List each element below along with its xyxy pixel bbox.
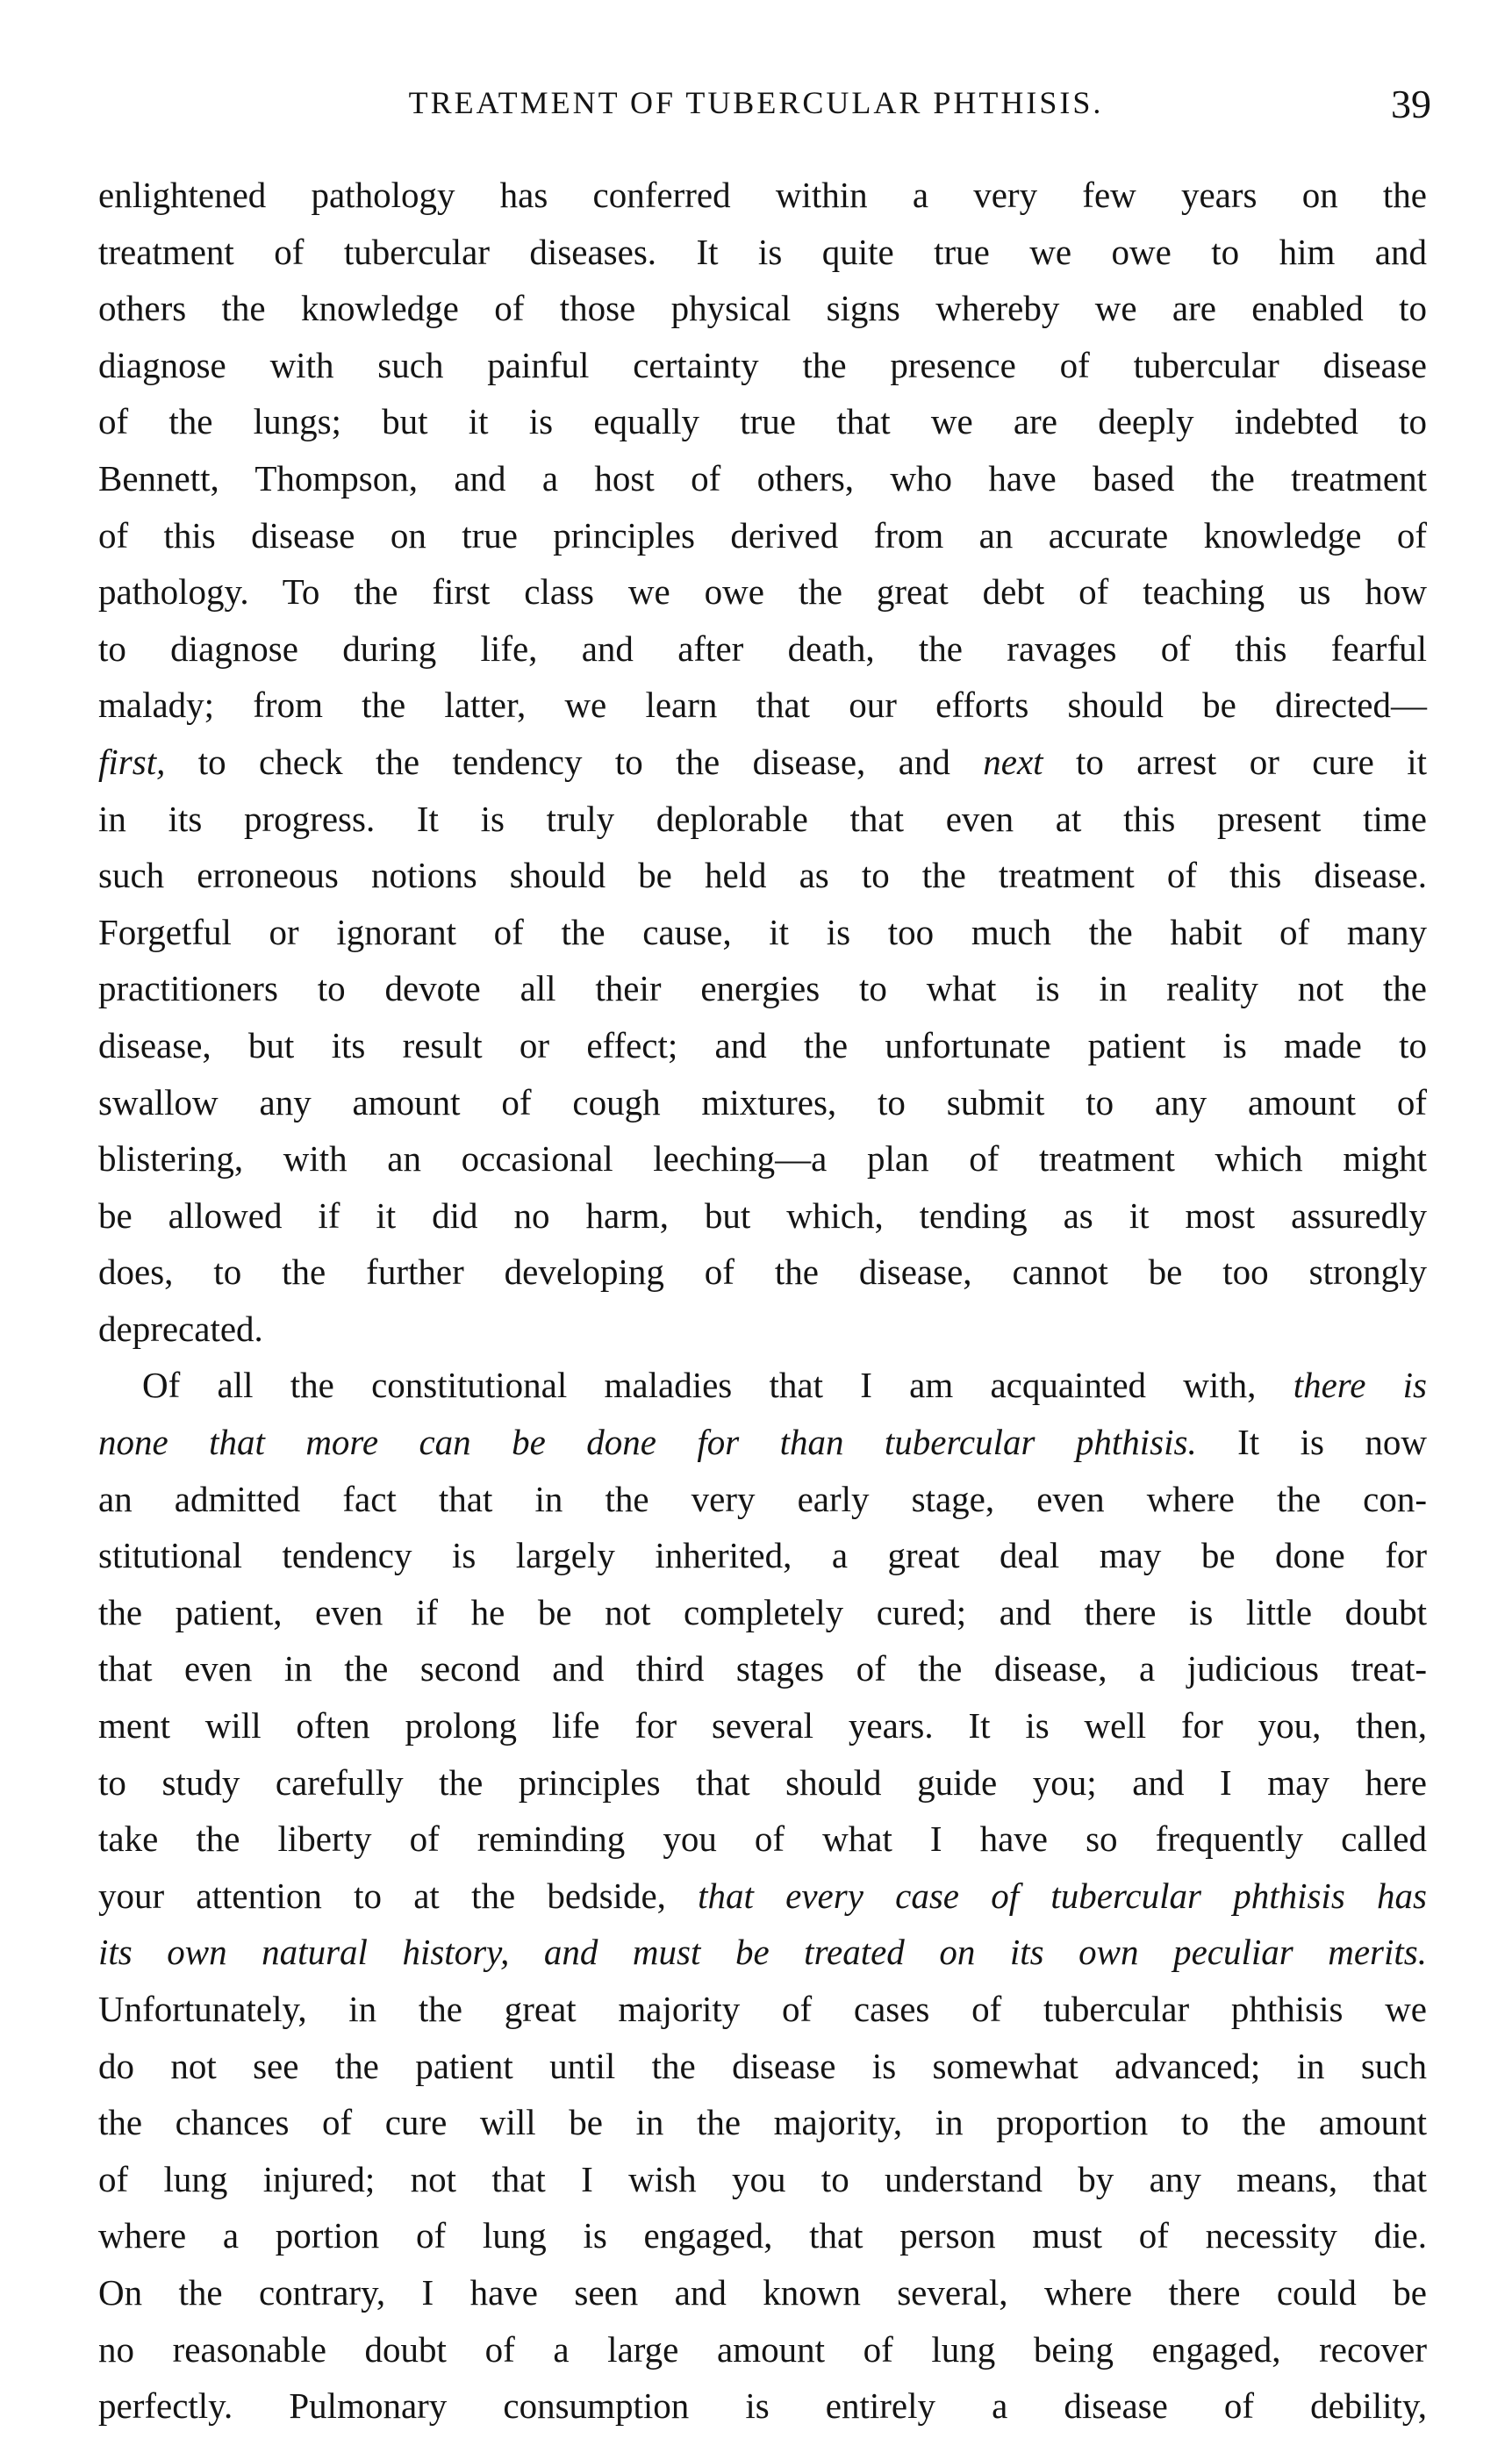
text-line: does, to the further developing of the disease, cannot be too strongly — [98, 1252, 1427, 1293]
text-run: to arrest or cure it — [1043, 741, 1427, 782]
text-run: to check the tendency to the disease, and — [165, 741, 984, 782]
text-line — [98, 1924, 1427, 1981]
text-line: of this disease on true principles derived from an accurate knowledge of — [98, 514, 1427, 556]
text-line — [98, 1414, 1427, 1471]
text-line: disease, but its result or effect; and the unfortunate patient is made to — [98, 1024, 1427, 1065]
text-line: of the lungs; but it is equally true that we are deeply indebted to — [98, 401, 1427, 442]
text-line: blistering, with an occasional leeching—a plan of treatment which might — [98, 1138, 1427, 1180]
text-run: Of all the constitutional maladies that I am acquainted with, — [142, 1365, 1293, 1406]
text-line: enlightened pathology has conferred within a very few years on the — [98, 175, 1427, 215]
text-line: the chances of cure will be in the majority, in proportion to the amount — [98, 2102, 1427, 2143]
page-number: 39 — [1391, 82, 1431, 126]
text-line — [98, 734, 1427, 791]
text-line: swallow any amount of cough mixtures, to submit to any amount of — [98, 1081, 1427, 1122]
text-line: take the liberty of reminding you of what I have so frequently called — [98, 1818, 1427, 1860]
italic-text: none that more can be done for than tubercular phthisis. — [98, 1422, 1197, 1463]
text-line — [98, 1868, 1427, 1925]
text-line: diagnose with such painful certainty the presence of tubercular disease — [98, 344, 1427, 385]
text-line: malady; from the latter, we learn that our efforts should be directed— — [98, 685, 1427, 726]
italic-text: first, — [98, 741, 166, 782]
running-title: TREATMENT OF TUBERCULAR PHTHISIS. — [408, 85, 1104, 120]
text-line: treatment of tubercular diseases. It is quite true we owe to him and — [98, 231, 1427, 272]
text-line: an admitted fact that in the very early stage, even where the con- — [98, 1478, 1427, 1519]
text-line: be allowed if it did no harm, but which, tending as it most assuredly — [98, 1194, 1427, 1236]
text-line: to diagnose during life, and after death, the ravages of this fearful — [98, 628, 1427, 669]
text-line: in its progress. It is truly deplorable that even at this present time — [98, 798, 1427, 839]
text-line: Unfortunately, in the great majority of cases of tubercular phthisis we — [98, 1989, 1427, 2029]
running-head — [0, 81, 1512, 133]
text-line: ment will often prolong life for several years. It is well for you, then, — [98, 1705, 1427, 1747]
text-line: pathology. To the first class we owe the great debt of teaching us how — [98, 571, 1427, 613]
text-line: Forgetful or ignorant of the cause, it is too much the habit of many — [98, 911, 1427, 952]
text-line: perfectly. Pulmonary consumption is entirely a disease of debility, — [98, 2385, 1427, 2427]
text-line: to study carefully the principles that should guide you; and I may here — [98, 1761, 1427, 1803]
text-line: stitutional tendency is largely inherited, a great deal may be done for — [98, 1535, 1427, 1576]
text-line: On the contrary, I have seen and known several, where there could be — [98, 2271, 1427, 2313]
text-line: others the knowledge of those physical signs whereby we are enabled to — [98, 288, 1427, 329]
text-line: where a portion of lung is engaged, that person must of necessity die. — [98, 2215, 1427, 2256]
text-line: no reasonable doubt of a large amount of lung being engaged, recover — [98, 2328, 1427, 2370]
text-line: the patient, even if he be not completely cured; and there is little doubt — [98, 1591, 1427, 1632]
text-line: Bennett, Thompson, and a host of others, who have based the treatment — [98, 457, 1427, 498]
text-line: such erroneous notions should be held as to the treatment of this disease. — [98, 855, 1427, 896]
text-line — [98, 1357, 1427, 1414]
body-text — [98, 167, 1427, 2435]
text-run: your attention to at the bedside, — [98, 1875, 699, 1916]
italic-text: next — [983, 741, 1043, 782]
italic-text: that every case of tubercular phthisis has — [698, 1875, 1427, 1916]
text-run: It is now — [1196, 1422, 1427, 1463]
text-line: that even in the second and third stages of the disease, a judicious treat- — [98, 1648, 1427, 1689]
text-line: practitioners to devote all their energies to what is in reality not the — [98, 968, 1427, 1009]
text-line: do not see the patient until the disease is somewhat advanced; in such — [98, 2045, 1427, 2086]
text-line: deprecated. — [98, 1308, 263, 1349]
italic-text: there is — [1293, 1365, 1428, 1406]
text-line: of lung injured; not that I wish you to understand by any means, that — [98, 2158, 1427, 2199]
italic-text: its own natural history, and must be treated on its own peculiar merits. — [98, 1932, 1427, 1973]
